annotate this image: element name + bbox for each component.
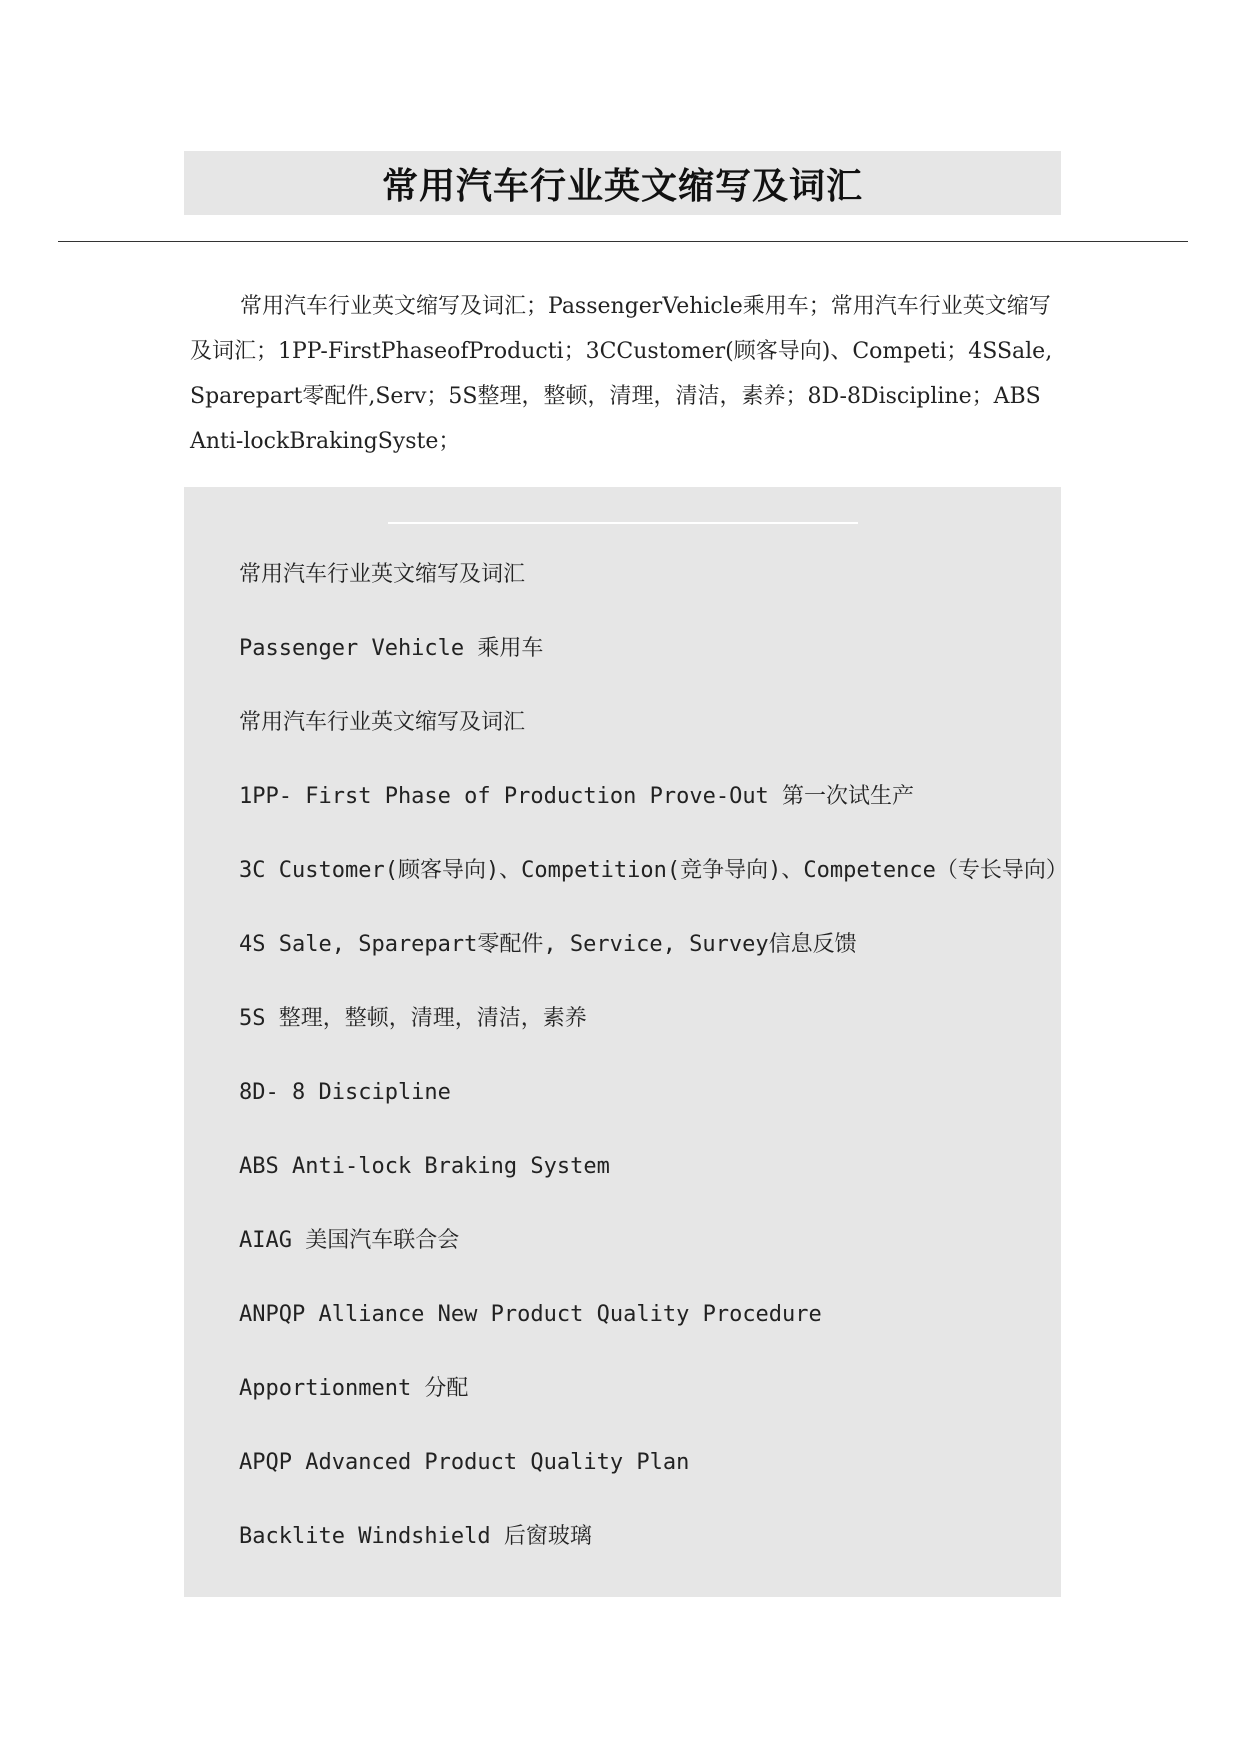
document-title: 常用汽车行业英文缩写及词汇 — [381, 164, 863, 207]
term-item: 3C Customer(顾客导向)、Competition(竞争导向)、Competence（专长导向） — [239, 858, 1068, 883]
terms-panel — [184, 487, 1068, 1597]
term-item: Backlite Windshield 后窗玻璃 — [239, 1524, 592, 1549]
term-item: 5S 整理，整顿，清理，清洁，素养 — [239, 1006, 587, 1031]
term-item: ABS Anti-lock Braking System — [239, 1154, 610, 1179]
term-item: 8D- 8 Discipline — [239, 1080, 451, 1105]
term-item: AIAG 美国汽车联合会 — [239, 1228, 460, 1253]
term-item: 1PP- First Phase of Production Prove-Out 第一次试生产 — [239, 784, 915, 809]
term-item: 4S Sale, Sparepart零配件, Service, Survey信息反馈 — [239, 932, 857, 957]
term-list — [239, 558, 1068, 1594]
term-item: Apportionment 分配 — [239, 1376, 469, 1401]
term-item: APQP Advanced Product Quality Plan — [239, 1450, 690, 1475]
horizontal-rule — [58, 241, 1188, 242]
title-banner — [184, 151, 1061, 215]
summary-paragraph: 常用汽车行业英文缩写及词汇；PassengerVehicle乘用车；常用汽车行业英文缩写及词汇；1PP-FirstPhaseofProducti；3CCustomer(顾客导向)、Competi；4SSale,Sparepart零配件,Serv；5S整理，整顿，清理，清洁，素养；8D-8Discipline；ABSAnti-lockBrakingSyste； — [190, 294, 1053, 454]
panel-divider — [388, 522, 858, 524]
term-item: 常用汽车行业英文缩写及词汇 — [239, 710, 526, 735]
term-item: Passenger Vehicle 乘用车 — [239, 636, 544, 661]
term-item: ANPQP Alliance New Product Quality Procedure — [239, 1302, 822, 1327]
term-item: 常用汽车行业英文缩写及词汇 — [239, 562, 526, 587]
